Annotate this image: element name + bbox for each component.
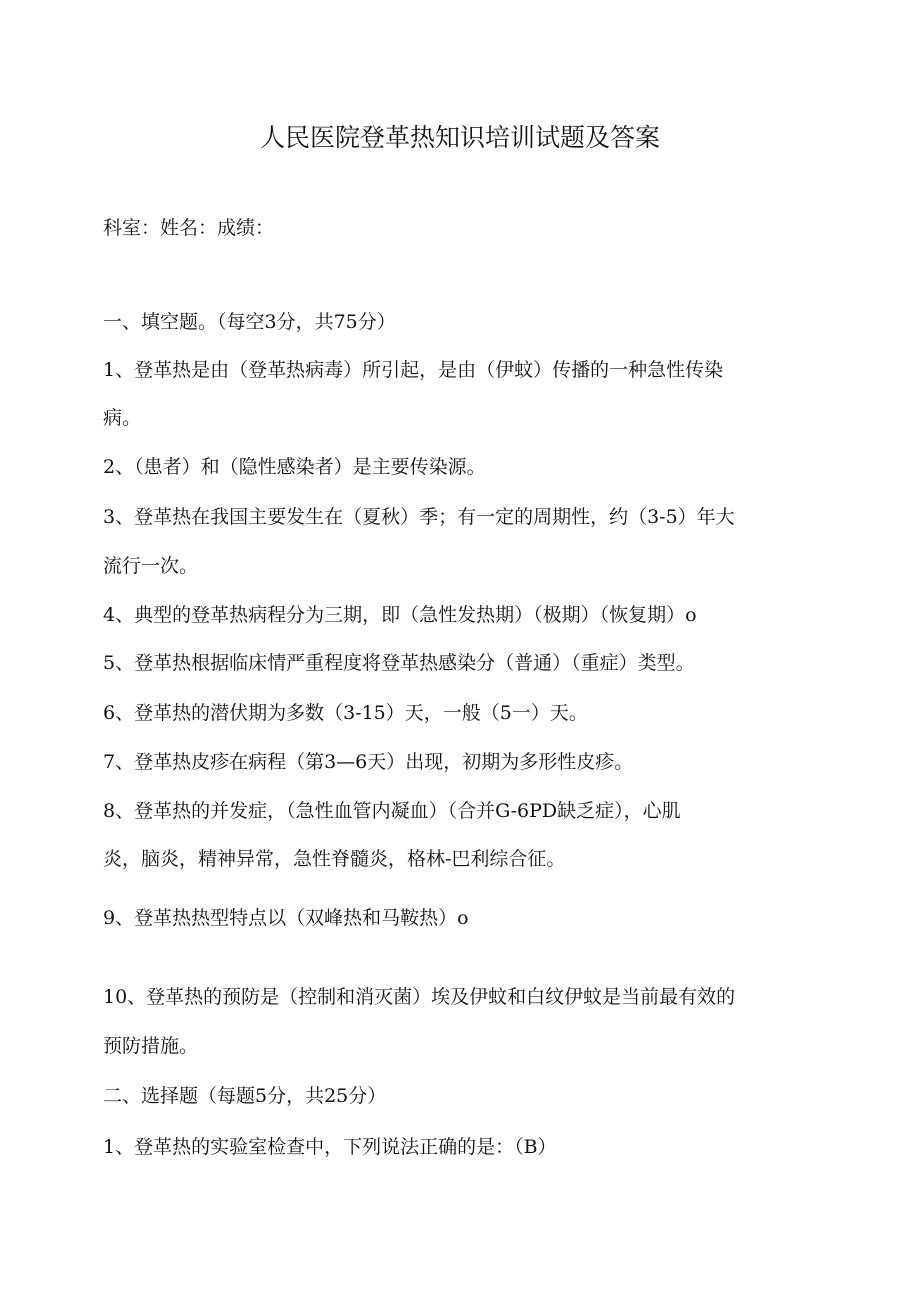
question-line: 5、登革热根据临床情严重程度将登革热感染分（普通）（重症）类型。	[103, 652, 695, 674]
question-line: 炎，脑炎，精神异常，急性脊髓炎，格林-巴利综合征。	[103, 848, 566, 870]
question-line: 6、登革热的潜伏期为多数（3-15）天，一般（5一）天。	[103, 702, 588, 724]
question-line: 2、（患者）和（隐性感染者）是主要传染源。	[103, 456, 486, 478]
question-line: 8、登革热的并发症，（急性血管内凝血）（合并G-6PD缺乏症），心肌	[103, 800, 681, 822]
document-title: 人民医院登革热知识培训试题及答案	[259, 123, 660, 152]
question-line: 4、典型的登革热病程分为三期，即（急性发热期）（极期）（恢复期）o	[103, 604, 697, 626]
section-heading-fill-blank: 一、填空题。（每空3分，共75分）	[103, 311, 396, 333]
section-heading-multiple-choice: 二、选择题（每题5分，共25分）	[103, 1085, 387, 1107]
question-line: 1、登革热的实验室检查中，下列说法正确的是：（B）	[103, 1136, 557, 1158]
question-line: 10、登革热的预防是（控制和消灭菌）埃及伊蚊和白纹伊蚊是当前最有效的	[103, 986, 736, 1008]
question-line: 3、登革热在我国主要发生在（夏秋）季；有一定的周期性，约（3-5）年大	[103, 506, 735, 528]
header-fields: 科室：姓名：成绩：	[103, 217, 275, 239]
question-line: 流行一次。	[103, 555, 199, 577]
question-line: 预防措施。	[103, 1035, 199, 1057]
question-line: 病。	[103, 407, 142, 429]
question-line: 9、登革热热型特点以（双峰热和马鞍热）o	[103, 907, 469, 929]
question-line: 1、登革热是由（登革热病毒）所引起，是由（伊蚊）传播的一种急性传染	[103, 359, 724, 381]
question-line: 7、登革热皮疹在病程（第3—6天）出现，初期为多形性皮疹。	[103, 751, 634, 773]
